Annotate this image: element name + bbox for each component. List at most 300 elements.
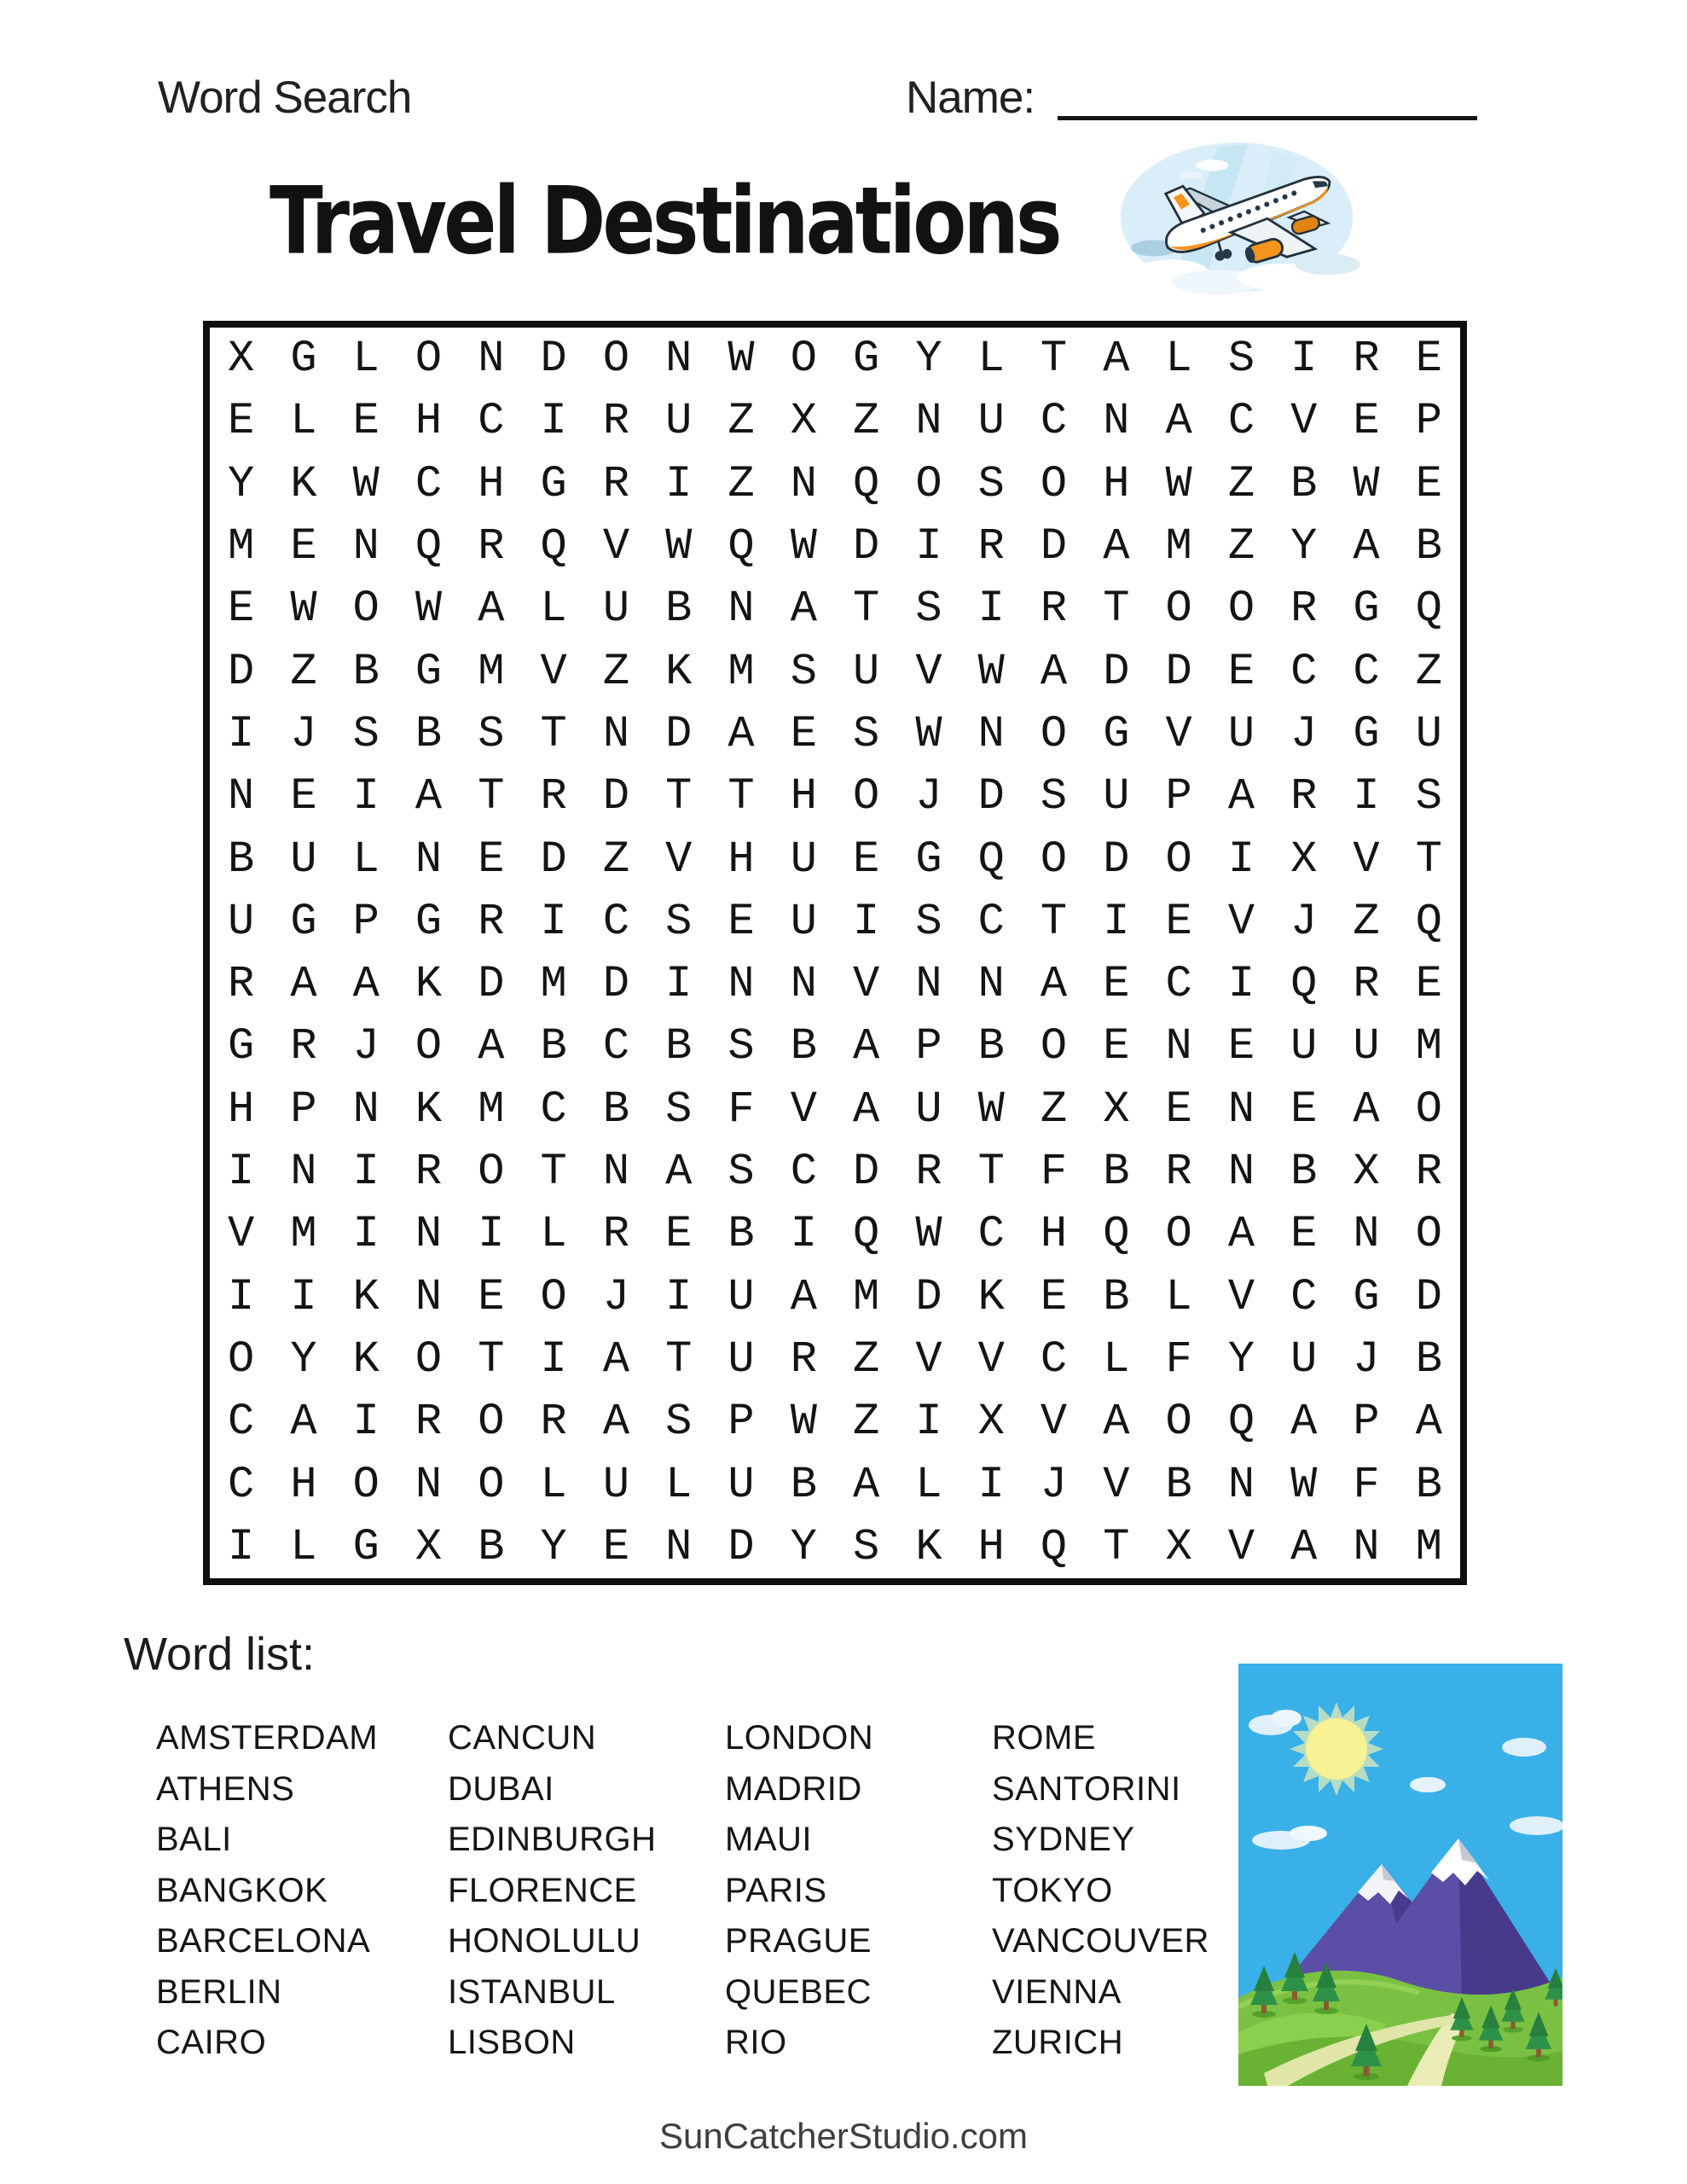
mountain-landscape-icon — [1238, 1664, 1562, 2086]
grid-cell: L — [290, 1521, 317, 1572]
grid-cell: T — [728, 771, 755, 822]
grid-cell: Q — [1415, 896, 1442, 947]
grid-cell: O — [1165, 1397, 1192, 1448]
grid-cell: U — [728, 1459, 755, 1510]
grid-cell: B — [1290, 1147, 1318, 1198]
grid-cell: V — [853, 959, 880, 1010]
grid-cell: W — [977, 1083, 1005, 1135]
grid-cell: R — [540, 1397, 567, 1448]
grid-cell: F — [1040, 1147, 1068, 1198]
grid-cell: J — [1290, 896, 1318, 947]
grid-cell: S — [352, 708, 380, 759]
grid-cell: O — [1415, 1209, 1442, 1260]
grid-cell: A — [1227, 1209, 1255, 1260]
grid-cell: O — [1040, 708, 1068, 759]
grid-cell: N — [728, 959, 755, 1010]
grid-cell: H — [728, 834, 755, 885]
grid-cell: N — [790, 458, 817, 509]
grid-cell: M — [290, 1209, 317, 1260]
grid-cell: E — [1353, 396, 1380, 447]
grid-cell: Z — [602, 834, 630, 885]
grid-cell: D — [853, 1147, 880, 1198]
grid-cell: A — [290, 1397, 317, 1448]
grid-cell: P — [352, 896, 380, 947]
grid-cell: W — [728, 334, 755, 385]
grid-cell: S — [853, 708, 880, 759]
grid-cell: B — [1415, 521, 1442, 572]
grid-cell: I — [977, 584, 1005, 635]
word-list-item: TOKYO — [992, 1871, 1113, 1909]
airplane-icon — [1111, 126, 1362, 297]
grid-cell: S — [1040, 771, 1068, 822]
grid-cell: C — [1040, 1333, 1068, 1385]
grid-cell: K — [665, 646, 693, 697]
grid-cell: Y — [915, 334, 942, 385]
grid-cell: O — [853, 771, 880, 822]
grid-cell: A — [1415, 1397, 1442, 1448]
grid-cell: N — [478, 334, 505, 385]
grid-cell: R — [915, 1147, 942, 1198]
grid-cell: M — [1415, 1021, 1442, 1072]
grid-cell: D — [478, 959, 505, 1010]
grid-cell: G — [1353, 1271, 1380, 1322]
grid-cell: C — [1040, 396, 1068, 447]
grid-cell: G — [1103, 708, 1130, 759]
grid-cell: O — [1040, 834, 1068, 885]
grid-cell: I — [915, 521, 942, 572]
word-list-item: LONDON — [725, 1719, 874, 1757]
grid-cell: U — [602, 584, 630, 635]
grid-cell: R — [790, 1333, 817, 1385]
grid-cell: E — [1415, 334, 1442, 385]
grid-cell: N — [977, 708, 1005, 759]
grid-cell: A — [478, 584, 505, 635]
grid-cell: A — [1165, 396, 1192, 447]
grid-cell: V — [540, 646, 567, 697]
grid-cell: S — [478, 708, 505, 759]
grid-cell: U — [602, 1459, 630, 1510]
grid-cell: W — [977, 646, 1005, 697]
grid-cell: N — [415, 834, 443, 885]
grid-cell: D — [1165, 646, 1192, 697]
grid-cell: G — [415, 646, 443, 697]
grid-cell: O — [1040, 458, 1068, 509]
grid-cell: E — [602, 1521, 630, 1572]
grid-cell: S — [977, 458, 1005, 509]
grid-cell: S — [728, 1021, 755, 1072]
grid-cell: N — [1227, 1459, 1255, 1510]
grid-cell: L — [1165, 1271, 1192, 1322]
grid-cell: T — [1103, 1521, 1130, 1572]
grid-cell: V — [1290, 396, 1318, 447]
grid-cell: E — [728, 896, 755, 947]
grid-cell: B — [540, 1021, 567, 1072]
grid-cell: B — [1415, 1459, 1442, 1510]
grid-cell: D — [540, 834, 567, 885]
grid-cell: H — [228, 1083, 255, 1135]
grid-cell: X — [790, 396, 817, 447]
grid-cell: U — [1103, 771, 1130, 822]
grid-cell: R — [1165, 1147, 1192, 1198]
grid-cell: S — [853, 1521, 880, 1572]
word-list-item: MAUI — [725, 1821, 812, 1858]
grid-cell: G — [352, 1521, 380, 1572]
grid-cell: D — [540, 334, 567, 385]
grid-cell: X — [1103, 1083, 1130, 1135]
grid-cell: W — [290, 584, 317, 635]
grid-cell: S — [1415, 771, 1442, 822]
grid-cell: U — [290, 834, 317, 885]
grid-cell: V — [977, 1333, 1005, 1385]
grid-cell: E — [1165, 1083, 1192, 1135]
grid-cell: D — [728, 1521, 755, 1572]
grid-cell: N — [415, 1209, 443, 1260]
grid-cell: N — [415, 1459, 443, 1510]
grid-cell: T — [1103, 584, 1130, 635]
grid-cell: U — [1290, 1333, 1318, 1385]
word-list-item: LISBON — [448, 2024, 576, 2061]
grid-cell: K — [352, 1333, 380, 1385]
grid-cell: L — [290, 396, 317, 447]
grid-cell: T — [977, 1147, 1005, 1198]
grid-cell: X — [1290, 834, 1318, 885]
grid-cell: O — [478, 1397, 505, 1448]
grid-cell: D — [602, 959, 630, 1010]
grid-cell: N — [1353, 1521, 1380, 1572]
grid-cell: E — [1227, 646, 1255, 697]
word-list-item: RIO — [725, 2024, 787, 2061]
grid-cell: Q — [728, 521, 755, 572]
grid-cell: C — [602, 896, 630, 947]
grid-cell: I — [352, 1209, 380, 1260]
grid-cell: D — [1415, 1271, 1442, 1322]
word-list-column — [156, 1713, 378, 2069]
grid-cell: B — [602, 1083, 630, 1135]
grid-cell: M — [853, 1271, 880, 1322]
grid-cell: S — [790, 646, 817, 697]
grid-cell: N — [1353, 1209, 1380, 1260]
grid-cell: W — [1353, 458, 1380, 509]
grid-cell: W — [1290, 1459, 1318, 1510]
grid-cell: W — [665, 521, 693, 572]
grid-cell: L — [665, 1459, 693, 1510]
grid-cell: X — [1353, 1147, 1380, 1198]
grid-cell: F — [728, 1083, 755, 1135]
grid-cell: T — [1040, 334, 1068, 385]
grid-cell: V — [1227, 1521, 1255, 1572]
grid-cell: E — [790, 708, 817, 759]
grid-cell: G — [415, 896, 443, 947]
grid-cell: P — [1353, 1397, 1380, 1448]
grid-cell: L — [352, 334, 380, 385]
grid-cell: H — [290, 1459, 317, 1510]
grid-cell: A — [1040, 646, 1068, 697]
grid-cell: N — [1165, 1021, 1192, 1072]
grid-cell: V — [1227, 896, 1255, 947]
grid-cell: U — [1290, 1021, 1318, 1072]
grid-cell: U — [728, 1333, 755, 1385]
grid-cell: R — [1353, 959, 1380, 1010]
grid-cell: D — [665, 708, 693, 759]
word-list-item: CANCUN — [448, 1719, 597, 1757]
word-list-item: ISTANBUL — [448, 1972, 616, 2011]
grid-cell: U — [915, 1083, 942, 1135]
grid-cell: C — [977, 896, 1005, 947]
grid-cell: Q — [853, 458, 880, 509]
grid-cell: E — [665, 1209, 693, 1260]
grid-cell: P — [290, 1083, 317, 1135]
grid-cell: I — [228, 1147, 255, 1198]
grid-cell: E — [352, 396, 380, 447]
grid-cell: C — [1227, 396, 1255, 447]
word-list-item: AMSTERDAM — [156, 1719, 379, 1757]
grid-cell: B — [415, 708, 443, 759]
grid-cell: R — [602, 1209, 630, 1260]
grid-cell: W — [790, 521, 817, 572]
grid-cell: N — [290, 1147, 317, 1198]
grid-cell: T — [665, 1333, 693, 1385]
grid-cell: O — [478, 1459, 505, 1510]
grid-cell: X — [228, 334, 255, 385]
grid-cell: Q — [1290, 959, 1318, 1010]
grid-cell: O — [602, 334, 630, 385]
grid-cell: V — [1227, 1271, 1255, 1322]
grid-cell: H — [415, 396, 443, 447]
grid-cell: A — [415, 771, 443, 822]
grid-cell: V — [1165, 708, 1192, 759]
word-list-item: VANCOUVER — [992, 1922, 1209, 1960]
word-list-item: BERLIN — [156, 1972, 282, 2011]
grid-cell: X — [977, 1397, 1005, 1448]
grid-cell: D — [228, 646, 255, 697]
grid-cell: E — [1290, 1209, 1318, 1260]
grid-cell: S — [665, 896, 693, 947]
page-title: Travel Destinations — [270, 167, 1059, 276]
grid-cell: C — [478, 396, 505, 447]
grid-cell: W — [352, 458, 380, 509]
grid-cell: F — [1353, 1459, 1380, 1510]
grid-cell: T — [1415, 834, 1442, 885]
grid-cell: N — [1227, 1147, 1255, 1198]
grid-cell: O — [228, 1333, 255, 1385]
grid-cell: I — [977, 1459, 1005, 1510]
grid-cell: R — [1290, 584, 1318, 635]
grid-cell: I — [1227, 959, 1255, 1010]
grid-cell: U — [728, 1271, 755, 1322]
grid-cell: B — [1103, 1271, 1130, 1322]
grid-cell: X — [415, 1521, 443, 1572]
grid-cell: G — [290, 896, 317, 947]
grid-cell: V — [1353, 834, 1380, 885]
word-list-column — [992, 1713, 1209, 2069]
grid-cell: V — [665, 834, 693, 885]
grid-cell: G — [540, 458, 567, 509]
grid-cell: W — [790, 1397, 817, 1448]
grid-cell: A — [1353, 521, 1380, 572]
grid-cell: I — [915, 1397, 942, 1448]
grid-cell: C — [1290, 646, 1318, 697]
grid-cell: U — [853, 646, 880, 697]
grid-cell: S — [915, 584, 942, 635]
grid-cell: B — [728, 1209, 755, 1260]
grid-cell: Z — [602, 646, 630, 697]
grid-cell: H — [478, 458, 505, 509]
grid-cell: P — [728, 1397, 755, 1448]
grid-cell: W — [915, 708, 942, 759]
grid-cell: A — [1227, 771, 1255, 822]
grid-cell: A — [790, 1271, 817, 1322]
grid-cell: I — [665, 458, 693, 509]
grid-cell: X — [1165, 1521, 1192, 1572]
grid-cell: I — [228, 1271, 255, 1322]
grid-cell: R — [1353, 334, 1380, 385]
grid-cell: U — [1415, 708, 1442, 759]
word-list-label: Word list: — [124, 1629, 316, 1680]
grid-cell: O — [1165, 834, 1192, 885]
grid-cell: O — [1165, 1209, 1192, 1260]
grid-cell: Z — [290, 646, 317, 697]
grid-cell: E — [1227, 1021, 1255, 1072]
grid-cell: I — [853, 896, 880, 947]
word-list-item: PRAGUE — [725, 1922, 872, 1960]
grid-cell: E — [1103, 959, 1130, 1010]
grid-cell: D — [853, 521, 880, 572]
grid-cell: U — [1227, 708, 1255, 759]
grid-cell: N — [352, 1083, 380, 1135]
grid-cell: Y — [228, 458, 255, 509]
grid-cell: I — [352, 771, 380, 822]
grid-cell: T — [853, 584, 880, 635]
grid-cell: N — [915, 396, 942, 447]
grid-cell: M — [478, 646, 505, 697]
grid-cell: K — [415, 1083, 443, 1135]
grid-cell: C — [1290, 1271, 1318, 1322]
grid-cell: Z — [853, 1333, 880, 1385]
grid-cell: L — [977, 334, 1005, 385]
grid-cell: C — [415, 458, 443, 509]
grid-cell: C — [1165, 959, 1192, 1010]
grid-cell: K — [915, 1521, 942, 1572]
grid-cell: E — [228, 396, 255, 447]
grid-cell: R — [1415, 1147, 1442, 1198]
grid-cell: U — [1353, 1021, 1380, 1072]
grid-cell: V — [228, 1209, 255, 1260]
grid-cell: C — [1353, 646, 1380, 697]
grid-cell: N — [728, 584, 755, 635]
grid-cell: I — [290, 1271, 317, 1322]
grid-cell: U — [665, 396, 693, 447]
word-list-item: PARIS — [725, 1871, 827, 1909]
grid-cell: O — [415, 1333, 443, 1385]
grid-cell: L — [540, 1209, 567, 1260]
grid-cell: I — [540, 396, 567, 447]
grid-cell: D — [602, 771, 630, 822]
grid-cell: T — [1040, 896, 1068, 947]
grid-cell: I — [790, 1209, 817, 1260]
grid-cell: Z — [853, 396, 880, 447]
grid-cell: Y — [790, 1521, 817, 1572]
word-list-item: SYDNEY — [992, 1821, 1135, 1858]
name-blank-line — [1058, 68, 1477, 120]
word-list-item: SANTORINI — [992, 1769, 1181, 1808]
grid-cell: C — [790, 1147, 817, 1198]
grid-cell: M — [540, 959, 567, 1010]
grid-cell: A — [853, 1021, 880, 1072]
grid-cell: N — [1103, 396, 1130, 447]
grid-cell: T — [540, 1147, 567, 1198]
grid-cell: Q — [540, 521, 567, 572]
grid-cell: A — [602, 1397, 630, 1448]
word-list-item: FLORENCE — [448, 1871, 637, 1909]
grid-cell: E — [478, 834, 505, 885]
grid-cell: A — [790, 584, 817, 635]
grid-cell: B — [790, 1459, 817, 1510]
word-list-item: ATHENS — [156, 1769, 295, 1808]
grid-cell: R — [478, 896, 505, 947]
word-list-item: VIENNA — [992, 1972, 1122, 2011]
grid-cell: Z — [1353, 896, 1380, 947]
grid-cell: I — [1103, 896, 1130, 947]
grid-cell: J — [1290, 708, 1318, 759]
grid-cell: N — [352, 521, 380, 572]
grid-cell: P — [1415, 396, 1442, 447]
grid-cell: O — [790, 334, 817, 385]
grid-cell: U — [790, 896, 817, 947]
grid-cell: E — [1040, 1271, 1068, 1322]
grid-cell: B — [665, 1021, 693, 1072]
grid-cell: C — [977, 1209, 1005, 1260]
grid-cell: H — [790, 771, 817, 822]
grid-cell: E — [478, 1271, 505, 1322]
grid-cell: N — [915, 959, 942, 1010]
grid-cell: O — [415, 334, 443, 385]
word-list-item: DUBAI — [448, 1769, 554, 1808]
grid-cell: B — [352, 646, 380, 697]
grid-cell: A — [1103, 334, 1130, 385]
grid-cell: I — [540, 1333, 567, 1385]
grid-cell: K — [977, 1271, 1005, 1322]
grid-cell: Y — [1227, 1333, 1255, 1385]
grid-cell: G — [1353, 708, 1380, 759]
grid-cell: T — [665, 771, 693, 822]
grid-cell: I — [665, 1271, 693, 1322]
grid-cell: L — [540, 584, 567, 635]
grid-cell: I — [352, 1397, 380, 1448]
grid-cell: S — [915, 896, 942, 947]
grid-cell: O — [1040, 1021, 1068, 1072]
grid-cell: Q — [853, 1209, 880, 1260]
grid-cell: M — [1415, 1521, 1442, 1572]
grid-cell: E — [290, 521, 317, 572]
grid-cell: A — [1103, 521, 1130, 572]
word-list-column — [448, 1713, 657, 2069]
grid-cell: H — [1040, 1209, 1068, 1260]
grid-cell: J — [602, 1271, 630, 1322]
grid-cell: C — [602, 1021, 630, 1072]
grid-cell: B — [977, 1021, 1005, 1072]
grid-cell: G — [1353, 584, 1380, 635]
grid-cell: R — [602, 458, 630, 509]
grid-cell: D — [1103, 646, 1130, 697]
grid-cell: A — [1290, 1397, 1318, 1448]
word-list-item: BALI — [156, 1821, 232, 1858]
grid-cell: A — [478, 1021, 505, 1072]
word-list-item: HONOLULU — [448, 1922, 641, 1960]
grid-cell: Q — [1103, 1209, 1130, 1260]
grid-cell: Y — [1290, 521, 1318, 572]
grid-cell: G — [915, 834, 942, 885]
grid-cell: R — [602, 396, 630, 447]
